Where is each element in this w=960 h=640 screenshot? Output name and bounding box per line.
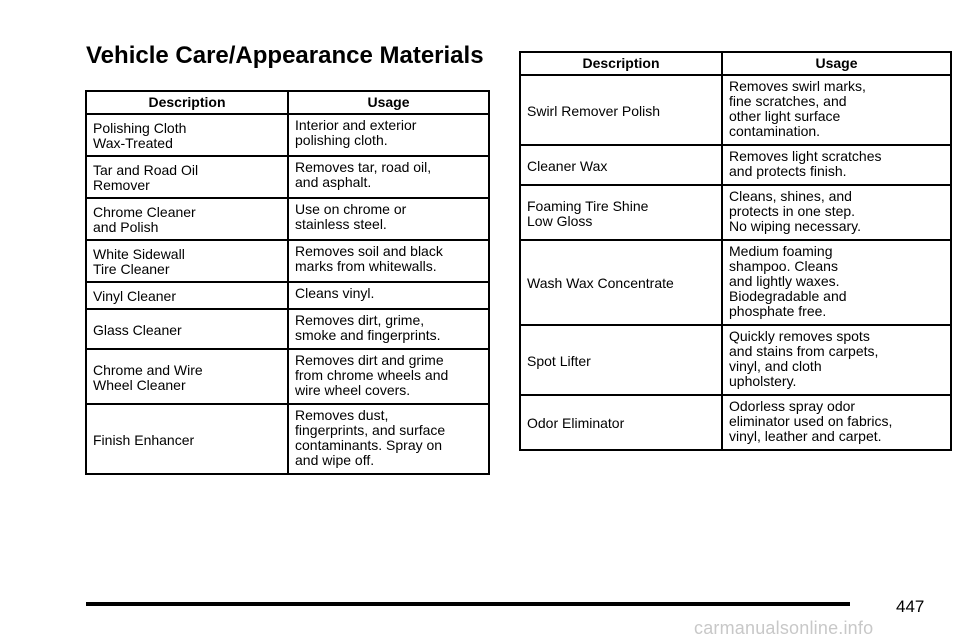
table-row [86,198,489,240]
usage-line: and protects finish. [729,163,847,179]
description-line: Chrome and Wire [93,361,203,378]
cell-description [520,325,722,395]
usage-line: contamination. [729,123,821,139]
usage-line: marks from whitewalls. [295,258,437,274]
usage-line: Removes soil and black [295,243,443,259]
usage-line: protects in one step. [729,203,856,219]
cell-description [86,156,288,198]
description-line: Wheel Cleaner [93,376,186,393]
usage-line: Removes dirt and grime [295,352,444,368]
table-header-row [86,91,489,114]
cell-usage [722,240,951,325]
usage-line: Use on chrome or [295,201,407,217]
cell-description [520,240,722,325]
cell-description [86,309,288,349]
usage-line: phosphate free. [729,303,827,319]
cell-description [520,75,722,145]
description-line: Tire Cleaner [93,261,170,277]
usage-line: Removes dust, [295,407,389,423]
usage-line: vinyl, and cloth [729,358,822,374]
table-row [86,404,489,474]
cell-usage [288,114,489,156]
description-line: Wash Wax Concentrate [527,275,674,291]
cell-description [520,145,722,185]
usage-line: fingerprints, and surface [295,422,446,438]
usage-line: Biodegradable and [729,288,847,304]
column-header-usage: Usage [288,91,489,114]
cell-usage [722,75,951,145]
cell-usage [288,282,489,309]
description-line: Remover [93,177,150,193]
table-row [520,75,951,145]
watermark: carmanualsonline.info [694,618,874,638]
cell-usage [722,145,951,185]
page-title: Vehicle Care/Appearance Materials [86,42,484,69]
table-row [86,240,489,282]
column-header-usage: Usage [722,52,951,75]
description-line: Low Gloss [527,212,593,229]
cell-description [86,198,288,240]
table-row [520,145,951,185]
usage-line: Removes dirt, grime, [295,312,425,328]
usage-line: Removes light scratches [729,148,882,164]
usage-line: wire wheel covers. [295,382,411,398]
description-line: Odor Eliminator [527,415,625,431]
cell-usage [288,156,489,198]
cell-usage [288,309,489,349]
usage-line: No wiping necessary. [729,218,862,234]
table-row [520,185,951,240]
usage-line: and asphalt. [295,174,372,190]
usage-line: Removes swirl marks, [729,78,866,94]
usage-line: contaminants. Spray on [295,437,443,453]
description-line: Wax-Treated [93,135,173,151]
description-line: Finish Enhancer [93,431,195,448]
table-row [86,282,489,309]
cell-description [520,185,722,240]
cell-description [86,114,288,156]
column-header-description: Description [86,91,288,114]
cell-usage [722,185,951,240]
description-line: and Polish [93,219,159,235]
table-row [86,349,489,404]
description-line: Vinyl Cleaner [93,288,177,304]
cell-usage [288,404,489,474]
usage-line: vinyl, leather and carpet. [729,428,882,444]
usage-line: eliminator used on fabrics, [729,413,893,429]
description-line: Chrome Cleaner [93,204,196,220]
table-body-right [520,75,951,450]
description-line: White Sidewall [93,246,185,262]
cell-description [86,404,288,474]
description-line: Cleaner Wax [527,157,608,174]
description-line: Spot Lifter [527,352,591,369]
usage-line: other light surface [729,108,841,124]
cell-description [86,282,288,309]
table-row [86,309,489,349]
usage-line: smoke and fingerprints. [295,327,441,343]
usage-line: Quickly removes spots [729,328,870,344]
usage-line: fine scratches, and [729,93,847,109]
table-body-left [86,114,489,474]
cell-description [86,240,288,282]
materials-table-left [85,90,490,475]
table-row [520,395,951,450]
usage-line: and stains from carpets, [729,343,879,359]
description-line: Swirl Remover Polish [527,102,661,119]
cell-usage [722,325,951,395]
usage-line: and wipe off. [295,452,375,468]
usage-line: from chrome wheels and [295,367,449,383]
description-line: Polishing Cloth [93,120,187,136]
usage-line: Medium foaming [729,243,833,259]
description-line: Glass Cleaner [93,321,182,338]
description-line: Tar and Road Oil [93,162,199,178]
usage-line: Cleans, shines, and [729,188,852,204]
table-row [86,114,489,156]
usage-line: and lightly waxes. [729,273,840,289]
usage-line: shampoo. Cleans [729,258,838,274]
usage-line: Odorless spray odor [729,398,856,414]
cell-usage [288,240,489,282]
cell-usage [288,198,489,240]
usage-line: Removes tar, road oil, [295,159,432,175]
table-row [520,240,951,325]
page-number: 447 [896,597,925,616]
table-row [520,325,951,395]
cell-description [86,349,288,404]
cell-usage [288,349,489,404]
usage-line: polishing cloth. [295,132,388,148]
usage-line: stainless steel. [295,216,387,232]
usage-line: Cleans vinyl. [295,285,375,301]
table-row [86,156,489,198]
cell-description [520,395,722,450]
usage-line: upholstery. [729,373,797,389]
cell-usage [722,395,951,450]
usage-line: Interior and exterior [295,117,417,133]
description-line: Foaming Tire Shine [527,197,649,214]
column-header-description: Description [520,52,722,75]
footer-rule [86,602,850,606]
table-header-row [520,52,951,75]
materials-table-right [519,51,952,451]
